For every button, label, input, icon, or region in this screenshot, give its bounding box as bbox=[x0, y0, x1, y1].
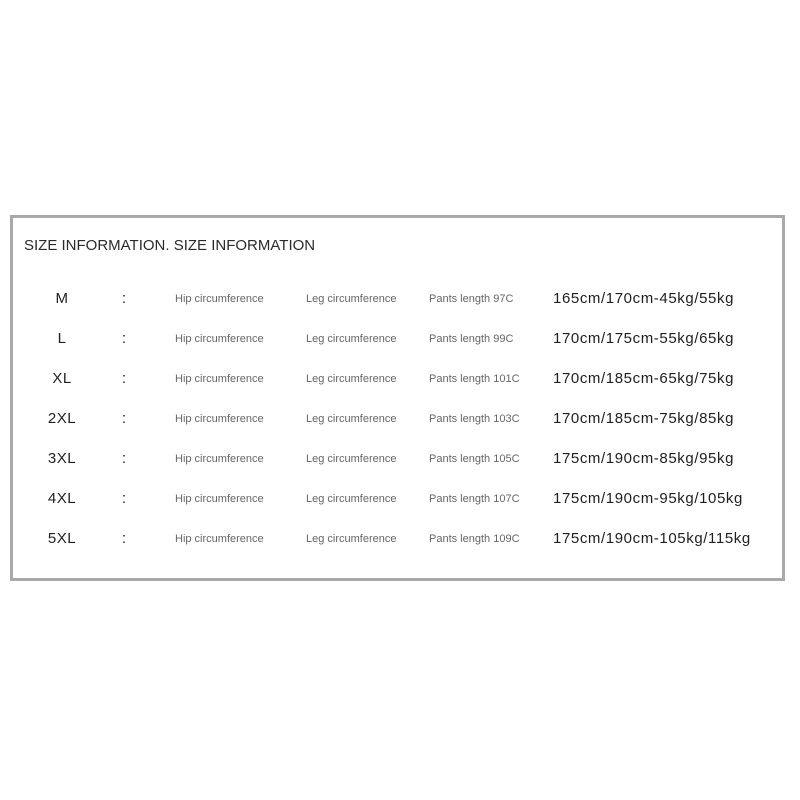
height-weight-spec: 170cm/175cm-55kg/65kg bbox=[553, 330, 735, 347]
size-row-3xl bbox=[13, 447, 782, 471]
separator-colon: : bbox=[121, 330, 127, 347]
pants-length-label: Pants length 103C bbox=[429, 413, 520, 425]
hip-circumference-label: Hip circumference bbox=[175, 413, 264, 425]
height-weight-spec: 175cm/190cm-95kg/105kg bbox=[553, 490, 743, 507]
pants-length-label: Pants length 109C bbox=[429, 533, 520, 545]
leg-circumference-label: Leg circumference bbox=[306, 373, 397, 385]
pants-length-label: Pants length 107C bbox=[429, 493, 520, 505]
size-row-5xl bbox=[13, 527, 782, 551]
size-information-panel bbox=[10, 215, 785, 581]
panel-title: SIZE INFORMATION. SIZE INFORMATION bbox=[24, 237, 316, 254]
pants-length-label: Pants length 97C bbox=[429, 293, 514, 305]
hip-circumference-label: Hip circumference bbox=[175, 533, 264, 545]
size-row-l bbox=[13, 327, 782, 351]
size-label: 3XL bbox=[47, 450, 77, 467]
size-label: 4XL bbox=[47, 490, 77, 507]
separator-colon: : bbox=[121, 450, 127, 467]
leg-circumference-label: Leg circumference bbox=[306, 493, 397, 505]
separator-colon: : bbox=[121, 290, 127, 307]
leg-circumference-label: Leg circumference bbox=[306, 453, 397, 465]
pants-length-label: Pants length 99C bbox=[429, 333, 514, 345]
leg-circumference-label: Leg circumference bbox=[306, 293, 397, 305]
size-row-xl bbox=[13, 367, 782, 391]
size-label: XL bbox=[52, 370, 72, 387]
size-label: L bbox=[57, 330, 67, 347]
hip-circumference-label: Hip circumference bbox=[175, 373, 264, 385]
hip-circumference-label: Hip circumference bbox=[175, 293, 264, 305]
size-label: 5XL bbox=[47, 530, 77, 547]
leg-circumference-label: Leg circumference bbox=[306, 413, 397, 425]
size-row-4xl bbox=[13, 487, 782, 511]
height-weight-spec: 165cm/170cm-45kg/55kg bbox=[553, 290, 735, 307]
separator-colon: : bbox=[121, 410, 127, 427]
size-label: 2XL bbox=[47, 410, 77, 427]
size-label: M bbox=[55, 290, 69, 307]
separator-colon: : bbox=[121, 490, 127, 507]
hip-circumference-label: Hip circumference bbox=[175, 333, 264, 345]
height-weight-spec: 170cm/185cm-65kg/75kg bbox=[553, 370, 735, 387]
hip-circumference-label: Hip circumference bbox=[175, 453, 264, 465]
pants-length-label: Pants length 101C bbox=[429, 373, 520, 385]
separator-colon: : bbox=[121, 370, 127, 387]
size-row-m bbox=[13, 287, 782, 311]
size-row-2xl bbox=[13, 407, 782, 431]
pants-length-label: Pants length 105C bbox=[429, 453, 520, 465]
height-weight-spec: 170cm/185cm-75kg/85kg bbox=[553, 410, 735, 427]
separator-colon: : bbox=[121, 530, 127, 547]
leg-circumference-label: Leg circumference bbox=[306, 333, 397, 345]
height-weight-spec: 175cm/190cm-85kg/95kg bbox=[553, 450, 735, 467]
height-weight-spec: 175cm/190cm-105kg/115kg bbox=[553, 530, 751, 547]
leg-circumference-label: Leg circumference bbox=[306, 533, 397, 545]
hip-circumference-label: Hip circumference bbox=[175, 493, 264, 505]
